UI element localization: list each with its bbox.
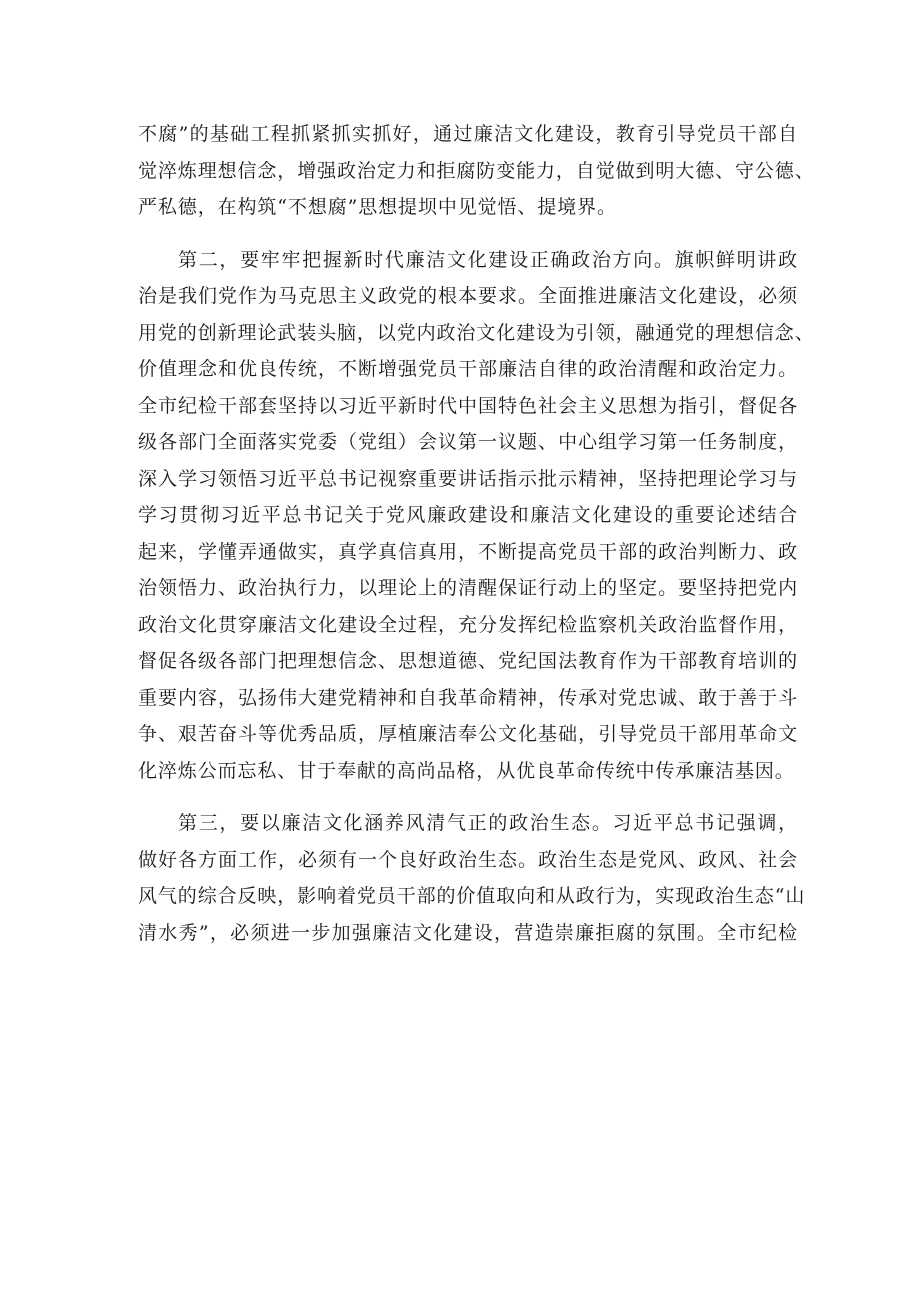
text-line: 不腐”的基础工程抓紧抓实抓好，通过廉洁文化建设，教育引导党员干部自 xyxy=(138,123,798,145)
text-line: 价值理念和优良传统，不断增强党员干部廉洁自律的政治清醒和政治定力。 xyxy=(138,358,798,380)
text-line: 清水秀”，必须进一步加强廉洁文化建设，营造崇廉拒腐的氛围。全市纪检 xyxy=(138,921,798,944)
text-line: 用党的创新理论武装头脑，以党内政治文化建设为引领，融通党的理想信念、 xyxy=(138,321,815,344)
text-line: 化淬炼公而忘私、甘于奉献的高尚品格，从优良革命传统中传承廉洁基因。 xyxy=(138,759,795,782)
text-line: 严私德，在构筑“不想腐”思想提坝中见觉悟、提境界。 xyxy=(138,196,617,218)
text-line: 督促各级各部门把理想信念、思想道德、党纪国法教育作为干部教育培训的 xyxy=(138,650,798,672)
paragraph-spacer xyxy=(138,226,798,242)
text-line: 风气的综合反映，影响着党员干部的价值取向和从政行为，实现政治生态“山 xyxy=(138,885,806,907)
document-body xyxy=(138,116,815,951)
text-line: 治领悟力、政治执行力，以理论上的清醒保证行动上的坚定。要坚持把党内 xyxy=(138,577,798,599)
text-line: 觉淬炼理想信念，增强政治定力和拒腐防变能力，自觉做到明大德、守公德、 xyxy=(138,159,815,182)
paragraph-2 xyxy=(138,242,815,790)
paragraph-1 xyxy=(138,116,815,226)
text-line: 争、艰苦奋斗等优秀品质，厚植廉洁奉公文化基础，引导党员干部用革命文 xyxy=(138,723,798,745)
text-line: 级各部门全面落实党委（党组）会议第一议题、中心组学习第一任务制度， xyxy=(138,431,798,453)
text-line: 重要内容，弘扬伟大建党精神和自我革命精神，传承对党忠诚、敢于善于斗 xyxy=(138,686,798,709)
text-line: 学习贯彻习近平总书记关于党风廉政建设和廉洁文化建设的重要论述结合 xyxy=(138,504,798,526)
text-line: 治是我们党作为马克思主义政党的根本要求。全面推进廉洁文化建设，必须 xyxy=(138,285,798,307)
text-line: 政治文化贯穿廉洁文化建设全过程，充分发挥纪检监察机关政治监督作用， xyxy=(138,613,798,636)
text-line: 第三，要以廉洁文化涵养风清气正的政治生态。习近平总书记强调， xyxy=(178,812,798,834)
text-line: 起来，学懂弄通做实，真学真信真用，不断提高党员干部的政治判断力、政 xyxy=(138,540,798,563)
text-line: 第二，要牢牢把握新时代廉洁文化建设正确政治方向。旗帜鲜明讲政 xyxy=(178,248,798,271)
text-line: 做好各方面工作，必须有一个良好政治生态。政治生态是党风、政风、社会 xyxy=(138,848,798,871)
paragraph-3 xyxy=(138,805,806,951)
text-line: 深入学习领悟习近平总书记视察重要讲话指示批示精神，坚持把理论学习与 xyxy=(138,467,798,490)
text-line: 全市纪检干部套坚持以习近平新时代中国特色社会主义思想为指引，督促各 xyxy=(138,394,798,417)
paragraph-spacer xyxy=(138,789,798,805)
